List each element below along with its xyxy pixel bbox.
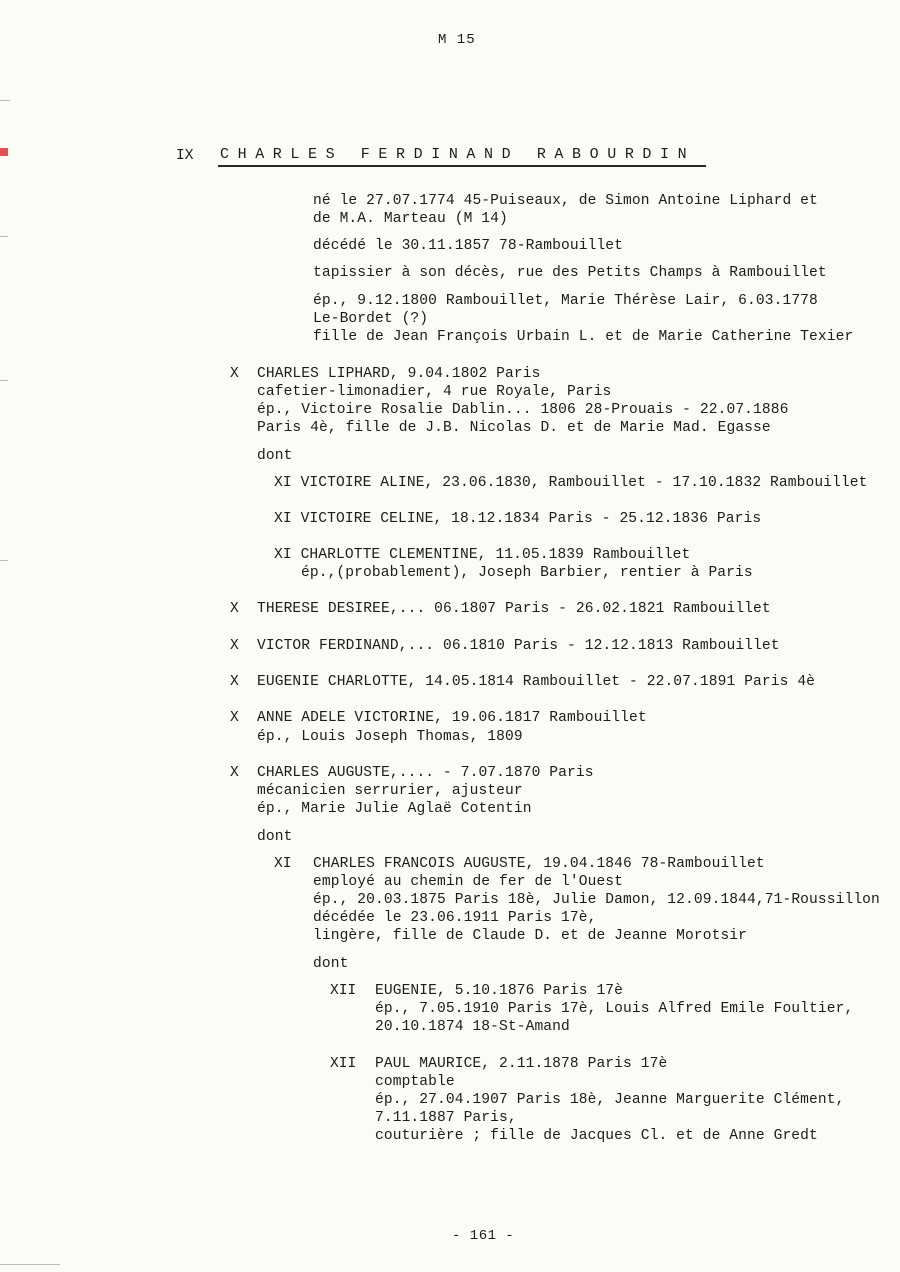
generation-numeral: X [230, 674, 239, 690]
text-line: mécanicien serrurier, ajusteur [257, 783, 523, 799]
generation-numeral: XII [330, 1056, 357, 1072]
margin-rule [0, 380, 8, 381]
text-line: CHARLES FRANCOIS AUGUSTE, 19.04.1846 78-Rambouillet [313, 856, 765, 872]
generation-numeral: X [230, 366, 239, 382]
text-line: EUGENIE CHARLOTTE, 14.05.1814 Rambouillet - 22.07.1891 Paris 4è [257, 674, 816, 690]
generation-numeral: X [230, 638, 239, 654]
text-line: ép., 9.12.1800 Rambouillet, Marie Thérèse Lair, 6.03.1778 [313, 293, 818, 309]
title-underline [218, 165, 706, 167]
margin-rule [0, 100, 10, 101]
page-title: CHARLES FERDINAND RABOURDIN [220, 146, 696, 163]
text-line: ép., 7.05.1910 Paris 17è, Louis Alfred Emile Foultier, [375, 1001, 854, 1017]
text-line: Le-Bordet (?) [313, 311, 429, 327]
text-line: ép., 20.03.1875 Paris 18è, Julie Damon, 12.09.1844,71-Roussillon [313, 892, 880, 908]
text-line: 20.10.1874 18-St-Amand [375, 1019, 570, 1035]
text-line: XI CHARLOTTE CLEMENTINE, 11.05.1839 Rambouillet [274, 547, 691, 563]
text-line: Paris 4è, fille de J.B. Nicolas D. et de Marie Mad. Egasse [257, 420, 771, 436]
text-line: ép., 27.04.1907 Paris 18è, Jeanne Marguerite Clément, [375, 1092, 845, 1108]
text-line: XI VICTOIRE ALINE, 23.06.1830, Rambouillet - 17.10.1832 Rambouillet [274, 475, 868, 491]
margin-rule [0, 1264, 60, 1265]
margin-rule [0, 236, 8, 237]
text-line: ép.,(probablement), Joseph Barbier, rentier à Paris [301, 565, 753, 581]
text-line: ANNE ADELE VICTORINE, 19.06.1817 Rambouillet [257, 710, 647, 726]
text-line: lingère, fille de Claude D. et de Jeanne Morotsir [313, 928, 748, 944]
text-line: CHARLES AUGUSTE,.... - 7.07.1870 Paris [257, 765, 594, 781]
text-line: 7.11.1887 Paris, [375, 1110, 517, 1126]
text-line: de M.A. Marteau (M 14) [313, 211, 508, 227]
text-line: dont [257, 448, 293, 464]
page-number: - 161 - [452, 1228, 515, 1244]
generation-numeral: X [230, 601, 239, 617]
text-line: ép., Victoire Rosalie Dablin... 1806 28-Prouais - 22.07.1886 [257, 402, 789, 418]
generation-numeral: IX [176, 148, 194, 164]
text-line: cafetier-limonadier, 4 rue Royale, Paris [257, 384, 612, 400]
generation-numeral: XII [330, 983, 357, 999]
text-line: ép., Louis Joseph Thomas, 1809 [257, 729, 523, 745]
text-line: dont [313, 956, 349, 972]
text-line: THERESE DESIREE,... 06.1807 Paris - 26.02.1821 Rambouillet [257, 601, 771, 617]
generation-numeral: X [230, 765, 239, 781]
text-line: XI VICTOIRE CELINE, 18.12.1834 Paris - 25.12.1836 Paris [274, 511, 762, 527]
margin-rule [0, 560, 8, 561]
text-line: employé au chemin de fer de l'Ouest [313, 874, 624, 890]
page-reference: M 15 [438, 32, 476, 48]
text-line: décédé le 30.11.1857 78-Rambouillet [313, 238, 624, 254]
text-line: PAUL MAURICE, 2.11.1878 Paris 17è [375, 1056, 668, 1072]
text-line: dont [257, 829, 293, 845]
text-line: né le 27.07.1774 45-Puiseaux, de Simon Antoine Liphard et [313, 193, 818, 209]
generation-numeral: X [230, 710, 239, 726]
text-line: fille de Jean François Urbain L. et de Marie Catherine Texier [313, 329, 854, 345]
text-line: couturière ; fille de Jacques Cl. et de Anne Gredt [375, 1128, 818, 1144]
text-line: tapissier à son décès, rue des Petits Champs à Rambouillet [313, 265, 827, 281]
text-line: VICTOR FERDINAND,... 06.1810 Paris - 12.12.1813 Rambouillet [257, 638, 780, 654]
margin-mark [0, 148, 8, 156]
text-line: EUGENIE, 5.10.1876 Paris 17è [375, 983, 624, 999]
text-line: CHARLES LIPHARD, 9.04.1802 Paris [257, 366, 541, 382]
text-line: décédée le 23.06.1911 Paris 17è, [313, 910, 597, 926]
text-line: comptable [375, 1074, 455, 1090]
text-line: ép., Marie Julie Aglaë Cotentin [257, 801, 532, 817]
generation-numeral: XI [274, 856, 292, 872]
